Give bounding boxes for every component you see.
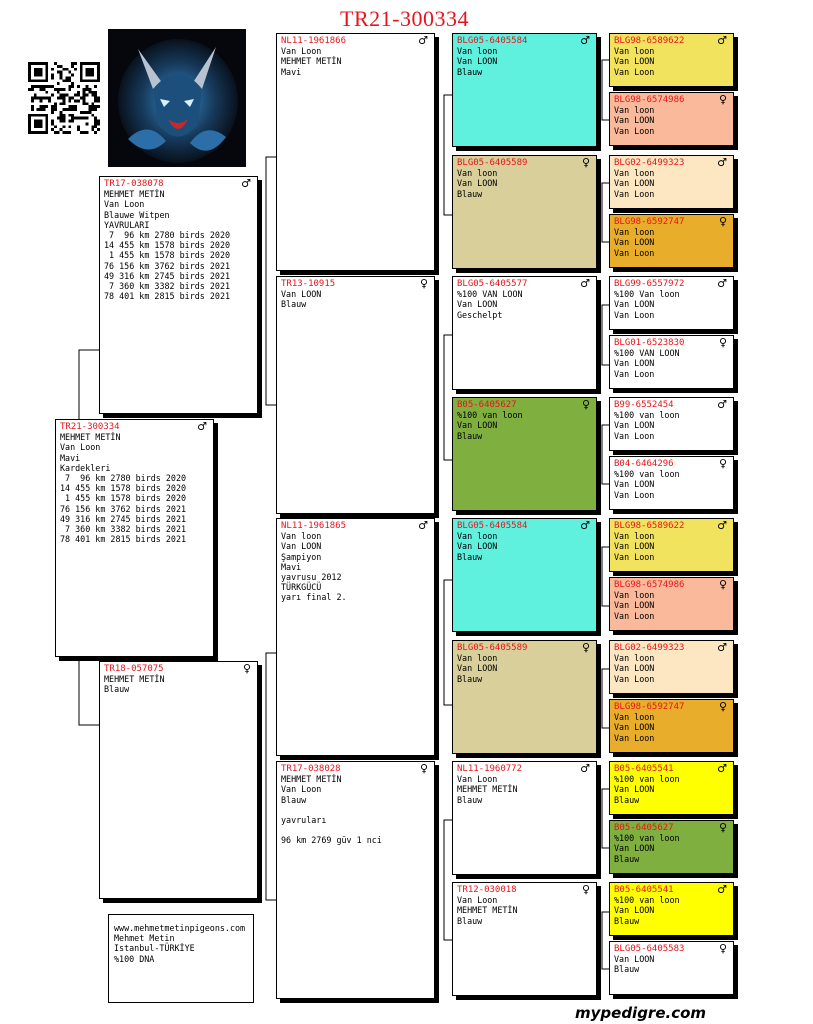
bird-info-line: Van LOON: [457, 178, 498, 189]
ring-number: B04-6464296: [614, 459, 674, 469]
bird-info-line: 96 km 2769 güv 1 nci: [281, 835, 382, 846]
male-symbol-icon: ♂: [717, 519, 727, 532]
bird-info-line: Van loon: [281, 531, 322, 542]
bird-info-line: Van LOON: [457, 420, 498, 431]
bird-info-line: [281, 805, 430, 815]
bird-card-g4-3[interactable]: [609, 155, 734, 209]
bird-info-line: [281, 825, 430, 835]
bird-info-line: Van Loon: [614, 732, 655, 743]
bird-info-line: Van LOON: [614, 784, 655, 795]
ring-number: TR21-300334: [60, 422, 120, 432]
bird-info-line: Blauw: [614, 964, 640, 975]
bird-info-line: Van loon: [614, 590, 655, 601]
ring-number: BLG05-6405584: [457, 36, 528, 46]
bird-info-line: Van loon: [614, 531, 655, 542]
bird-info-line: Van LOON: [614, 663, 655, 674]
bird-info-line: Mavi: [60, 452, 81, 463]
bird-info-line: Van Loon: [614, 430, 655, 441]
bird-info-line: Blauw: [614, 794, 640, 805]
bird-info-line: Şampiyon: [281, 551, 322, 562]
female-symbol-icon: ♀: [718, 821, 727, 834]
male-symbol-icon: ♂: [717, 398, 727, 411]
ring-number: B05-6405541: [614, 764, 674, 774]
bird-info-line: Van LOON: [457, 541, 498, 552]
pedigree-title: TR21-300334: [340, 6, 469, 31]
male-symbol-icon: ♂: [580, 519, 590, 532]
bird-info-line: Blauw: [457, 430, 483, 441]
bird-info-line: 49 316 km 2745 birds 2021: [104, 270, 231, 281]
bird-card-g3-3[interactable]: [452, 276, 597, 390]
bird-info-line: Mavi: [281, 561, 302, 572]
ring-number: NL11-1960772: [457, 764, 523, 774]
female-symbol-icon: ♀: [718, 942, 727, 955]
bird-info-line: Van Loon: [457, 895, 498, 906]
bird-info-line: Van LOON: [614, 722, 655, 733]
bird-info-line: TÜRKGÜCÜ: [281, 582, 322, 593]
bird-card-g4-8[interactable]: [609, 456, 734, 510]
male-symbol-icon: ♂: [717, 156, 727, 169]
male-symbol-icon: ♂: [241, 177, 251, 190]
footer-dna: %100 DNA: [114, 953, 155, 964]
female-symbol-icon: ♀: [718, 336, 727, 349]
bird-info-line: Blauw: [457, 551, 483, 562]
bird-info-line: Van loon: [457, 46, 498, 57]
footer-location: Istanbul-TÜRKİYE: [114, 943, 195, 954]
bird-info-line: Van LOON: [614, 541, 655, 552]
ring-number: BLG02-6499323: [614, 643, 685, 653]
bird-info-line: Van loon: [457, 653, 498, 664]
bird-info-line: 7 360 km 3382 birds 2021: [104, 281, 231, 292]
bird-info-line: MEHMET METİN: [281, 774, 342, 785]
bird-info-line: Van loon: [614, 168, 655, 179]
bird-info-line: MEHMET METİN: [60, 432, 121, 443]
bird-info-line: Van LOON: [281, 541, 322, 552]
bird-info-line: Van Loon: [614, 247, 655, 258]
bird-card-g3-5[interactable]: [452, 518, 597, 632]
bird-info-line: yavruları: [281, 815, 327, 825]
bird-info-line: Van loon: [614, 105, 655, 116]
bird-info-line: Van LOON: [281, 289, 322, 300]
ring-number: TR12-030018: [457, 885, 517, 895]
bird-info-line: Van Loon: [281, 46, 322, 57]
bird-info-line: %100 van loon: [614, 774, 680, 785]
ring-number: BLG99-6557972: [614, 279, 685, 289]
bird-info-line: 7 96 km 2780 birds 2020: [60, 473, 187, 484]
bird-info-line: Van LOON: [614, 358, 655, 369]
bird-card-g4-9[interactable]: [609, 518, 734, 572]
bird-info-line: Blauw: [281, 299, 307, 310]
ring-number: BLG05-6405577: [457, 279, 528, 289]
male-symbol-icon: ♂: [580, 277, 590, 290]
bird-card-g4-2[interactable]: [609, 92, 734, 146]
ring-number: BLG98-6574986: [614, 95, 685, 105]
female-symbol-icon: ♀: [718, 700, 727, 713]
bird-info-line: %100 van loon: [457, 410, 523, 421]
footer-owner: Mehmet Metin: [114, 933, 175, 944]
ring-number: B05-6405627: [614, 823, 674, 833]
ring-number: BLG98-6574986: [614, 580, 685, 590]
female-symbol-icon: ♀: [718, 578, 727, 591]
bird-info-line: Van Loon: [614, 66, 655, 77]
bird-info-line: Blauw: [614, 915, 640, 926]
bird-card-g3-7[interactable]: [452, 761, 597, 875]
ring-number: BLG98-6592747: [614, 702, 685, 712]
bird-info-line: Van LOON: [614, 115, 655, 126]
bird-info-line: Van loon: [457, 531, 498, 542]
male-symbol-icon: ♂: [418, 34, 428, 47]
ring-number: B05-6405627: [457, 400, 517, 410]
female-symbol-icon: ♀: [718, 457, 727, 470]
male-symbol-icon: ♂: [418, 519, 428, 532]
male-symbol-icon: ♂: [717, 762, 727, 775]
bird-info-line: MEHMET METİN: [281, 56, 342, 67]
bird-info-line: Blauw: [104, 684, 130, 695]
bird-info-line: Van LOON: [614, 178, 655, 189]
bird-info-line: MEHMET METİN: [457, 784, 518, 795]
female-symbol-icon: ♀: [419, 277, 428, 290]
bird-info-line: Van Loon: [614, 309, 655, 320]
bird-info-line: %100 VAN LOON: [457, 289, 523, 300]
bird-info-line: Van LOON: [614, 843, 655, 854]
ring-number: TR17-038078: [104, 179, 164, 189]
bird-info-line: %100 van loon: [614, 895, 680, 906]
female-symbol-icon: ♀: [581, 883, 590, 896]
male-symbol-icon: ♂: [717, 277, 727, 290]
ring-number: BLG98-6589622: [614, 36, 685, 46]
bird-card-g4-16[interactable]: [609, 941, 734, 995]
bird-info-line: Blauwe Witpen: [104, 209, 170, 220]
ring-number: TR13-10915: [281, 279, 336, 289]
bird-card-g4-13[interactable]: [609, 761, 734, 815]
bird-card-g2-4[interactable]: [276, 761, 435, 999]
bird-info-line: Van Loon: [614, 489, 655, 500]
bird-card-g4-12[interactable]: [609, 699, 734, 753]
bird-card-g4-5[interactable]: [609, 276, 734, 330]
bird-card-dam[interactable]: [99, 661, 258, 899]
brand-logo-text[interactable]: mypedigre.com: [575, 1004, 707, 1022]
male-symbol-icon: ♂: [717, 641, 727, 654]
bird-info-line: yavrusu 2012: [281, 572, 342, 583]
bird-info-line: Van Loon: [614, 125, 655, 136]
bird-info-line: Van loon: [614, 712, 655, 723]
bird-card-g3-2[interactable]: [452, 155, 597, 269]
bird-info-line: Van Loon: [614, 188, 655, 199]
bird-card-g3-8[interactable]: [452, 882, 597, 996]
ring-number: BLG05-6405589: [457, 643, 528, 653]
female-symbol-icon: ♀: [581, 156, 590, 169]
female-symbol-icon: ♀: [581, 398, 590, 411]
male-symbol-icon: ♂: [580, 34, 590, 47]
ring-number: BLG02-6499323: [614, 158, 685, 168]
bird-info-line: Blauw: [614, 853, 640, 864]
female-symbol-icon: ♀: [419, 762, 428, 775]
bird-info-line: Blauw: [281, 794, 307, 805]
male-symbol-icon: ♂: [717, 34, 727, 47]
bird-info-line: Van LOON: [614, 237, 655, 248]
bird-info-line: %100 van loon: [614, 410, 680, 421]
bird-info-line: Van loon: [614, 46, 655, 57]
bird-card-g2-1[interactable]: [276, 33, 435, 271]
bird-info-line: 78 401 km 2815 birds 2021: [60, 534, 187, 545]
ring-number: B05-6405541: [614, 885, 674, 895]
male-symbol-icon: ♂: [580, 762, 590, 775]
bird-info-line: Van LOON: [614, 905, 655, 916]
bird-info-line: 1 455 km 1578 birds 2020: [60, 493, 187, 504]
bird-info-line: Van LOON: [614, 479, 655, 490]
ring-number: BLG05-6405584: [457, 521, 528, 531]
bird-info-line: Mavi: [281, 66, 302, 77]
bird-info-line: Blauw: [457, 794, 483, 805]
bird-card-g3-1[interactable]: [452, 33, 597, 147]
bird-card-subject[interactable]: [55, 419, 214, 657]
bird-info-line: Van LOON: [614, 420, 655, 431]
bird-info-line: Van Loon: [614, 673, 655, 684]
bird-info-line: MEHMET METİN: [104, 674, 165, 685]
female-symbol-icon: ♀: [718, 215, 727, 228]
bird-info-line: 14 455 km 1578 birds 2020: [60, 483, 187, 494]
bird-info-line: 49 316 km 2745 birds 2021: [60, 513, 187, 524]
bird-info-line: %100 Van loon: [614, 289, 680, 300]
ring-number: BLG98-6589622: [614, 521, 685, 531]
bird-info-line: Van LOON: [614, 299, 655, 310]
bird-info-line: yarı final 2.: [281, 592, 347, 603]
bird-card-g4-1[interactable]: [609, 33, 734, 87]
bird-card-g4-10[interactable]: [609, 577, 734, 631]
female-symbol-icon: ♀: [718, 93, 727, 106]
bird-card-g2-3[interactable]: [276, 518, 435, 756]
bird-card-g4-4[interactable]: [609, 214, 734, 268]
ring-number: NL11-1961865: [281, 521, 347, 531]
footer-info-box: [108, 914, 254, 1003]
bird-info-line: Van Loon: [281, 784, 322, 795]
bird-info-line: 78 401 km 2815 birds 2021: [104, 291, 231, 302]
bird-info-line: Van loon: [457, 168, 498, 179]
bird-card-g3-4[interactable]: [452, 397, 597, 511]
ring-number: BLG98-6592747: [614, 217, 685, 227]
bird-info-line: Van LOON: [457, 663, 498, 674]
male-symbol-icon: ♂: [717, 883, 727, 896]
bird-info-line: %100 VAN LOON: [614, 348, 680, 359]
bird-info-line: MEHMET METİN: [104, 189, 165, 200]
bird-card-g4-15[interactable]: [609, 882, 734, 936]
bird-card-g4-6[interactable]: [609, 335, 734, 389]
bird-info-line: Blauw: [457, 915, 483, 926]
bird-card-g4-7[interactable]: [609, 397, 734, 451]
female-symbol-icon: ♀: [242, 662, 251, 675]
bird-info-line: Blauw: [457, 673, 483, 684]
female-symbol-icon: ♀: [581, 641, 590, 654]
bird-info-line: Van Loon: [614, 368, 655, 379]
bird-info-line: Van loon: [614, 227, 655, 238]
bird-info-line: %100 van loon: [614, 469, 680, 480]
bird-card-sire[interactable]: [99, 176, 258, 414]
bird-info-line: 14 455 km 1578 birds 2020: [104, 240, 231, 251]
bird-info-line: Van LOON: [614, 954, 655, 965]
ring-number: TR18-057075: [104, 664, 164, 674]
ring-number: BLG05-6405589: [457, 158, 528, 168]
ring-number: TR17-038028: [281, 764, 341, 774]
bird-info-line: Blauw: [457, 66, 483, 77]
bird-info-line: Van Loon: [104, 199, 145, 210]
bird-info-line: Van Loon: [60, 442, 101, 453]
bird-info-line: Van Loon: [614, 551, 655, 562]
bird-info-line: Van LOON: [614, 600, 655, 611]
bird-info-line: 7 96 km 2780 birds 2020: [104, 230, 231, 241]
bird-info-line: Van LOON: [457, 299, 498, 310]
bird-card-g3-6[interactable]: [452, 640, 597, 754]
ring-number: BLG05-6405583: [614, 944, 685, 954]
bird-info-line: 76 156 km 3762 birds 2021: [104, 260, 231, 271]
bird-info-line: MEHMET METİN: [457, 905, 518, 916]
ring-number: B99-6552454: [614, 400, 674, 410]
bird-info-line: 7 360 km 3382 birds 2021: [60, 524, 187, 535]
bird-info-line: Van loon: [614, 653, 655, 664]
bird-info-line: Kardekleri: [60, 462, 111, 473]
ring-number: NL11-1961866: [281, 36, 347, 46]
bird-info-line: 1 455 km 1578 birds 2020: [104, 250, 231, 261]
bird-info-line: Geschelpt: [457, 309, 503, 320]
bird-info-line: Van LOON: [457, 56, 498, 67]
bird-info-line: 76 156 km 3762 birds 2021: [60, 503, 187, 514]
bird-info-line: Blauw: [457, 188, 483, 199]
bird-card-g4-11[interactable]: [609, 640, 734, 694]
bird-card-g2-2[interactable]: [276, 276, 435, 514]
bird-card-g4-14[interactable]: [609, 820, 734, 874]
bird-info-line: Van LOON: [614, 56, 655, 67]
bird-info-line: Van Loon: [457, 774, 498, 785]
footer-website[interactable]: www.mehmetmetinpigeons.com: [114, 923, 246, 933]
bird-info-line: YAVRULARI: [104, 219, 150, 230]
male-symbol-icon: ♂: [197, 420, 207, 433]
ring-number: BLG01-6523830: [614, 338, 685, 348]
bird-info-line: Van Loon: [614, 610, 655, 621]
bird-info-line: %100 van loon: [614, 833, 680, 844]
